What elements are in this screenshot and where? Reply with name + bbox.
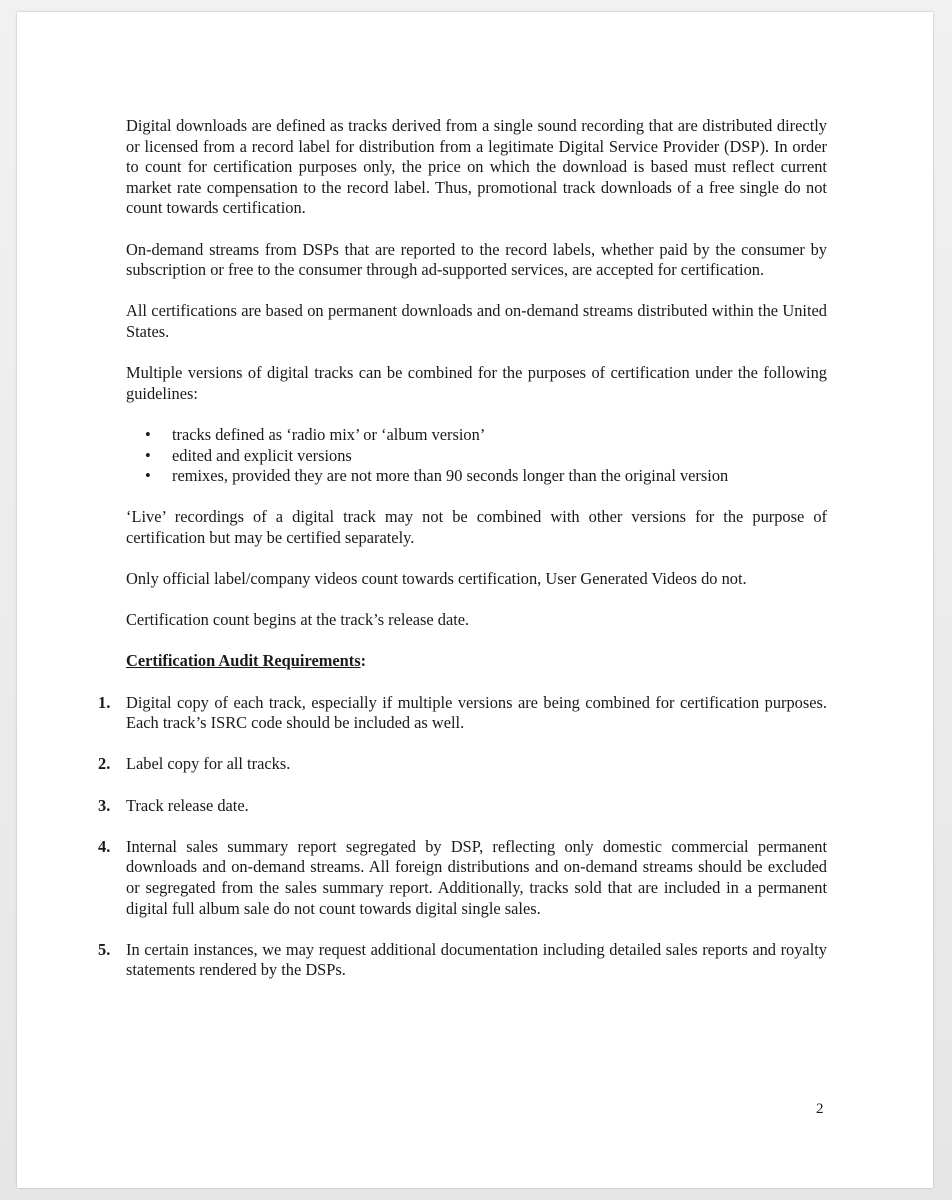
section-heading-colon: : [360, 651, 367, 671]
guideline-text: tracks defined as ‘radio mix’ or ‘album version’ [172, 424, 486, 444]
requirement-number: 3. [98, 795, 111, 815]
requirement-text: Label copy for all tracks. [126, 754, 291, 774]
requirement-text: Digital copy of each track, especially if multiple versions are being combined for certification purposes. Each track’s ISRC code should be included as well. [126, 692, 827, 733]
page-number: 2 [816, 1101, 824, 1117]
guideline-text: remixes, provided they are not more than 90 seconds longer than the original version [172, 466, 729, 486]
requirement-item [98, 754, 827, 775]
paragraph-multiple-versions: Multiple versions of digital tracks can be combined for the purposes of certification under the following guidelines: [126, 363, 827, 403]
bullet-icon: • [145, 466, 151, 486]
paragraph-official-videos: Only official label/company videos count towards certification, User Generated Videos do not. [126, 569, 747, 589]
requirement-number: 5. [98, 939, 111, 959]
requirement-number: 1. [98, 692, 111, 712]
requirements-list [98, 692, 827, 981]
guidelines-list [126, 425, 827, 487]
guideline-text: edited and explicit versions [172, 445, 352, 465]
document-body [98, 116, 827, 1002]
paragraph-digital-downloads: Digital downloads are defined as tracks derived from a single sound recording that are distributed directly or licensed from a record label for distribution from a legitimate Digital Service Provider (DSP). In order to count for certification purposes only, the price on which the download is based must reflect current market rate compensation to the record label. Thus, promotional track downloads of a free single do not count towards certification. [126, 116, 827, 218]
document-page [17, 12, 933, 1188]
paragraph-certification-count: Certification count begins at the track’s release date. [126, 610, 470, 630]
bullet-icon: • [145, 424, 151, 444]
requirement-item [98, 836, 827, 919]
bullet-icon: • [145, 445, 151, 465]
requirement-item [98, 939, 827, 981]
guideline-item [145, 466, 827, 487]
requirement-item [98, 795, 827, 817]
paragraph-united-states: All certifications are based on permanent downloads and on-demand streams distributed within the United States. [126, 301, 827, 341]
guideline-item [145, 445, 827, 467]
requirement-number: 2. [98, 754, 111, 774]
section-heading [126, 651, 827, 672]
requirement-text: Internal sales summary report segregated by DSP, reflecting only domestic commercial permanent downloads and on-demand streams. All foreign distributions and on-demand streams should be excluded or segregated from the sales summary report. Additionally, tracks sold that are included in a permanent digital full album sale do not count towards digital single sales. [126, 836, 827, 918]
paragraph-live-recordings: ‘Live’ recordings of a digital track may not be combined with other versions for the purpose of certification but may be certified separately. [126, 507, 827, 547]
section-heading-text: Certification Audit Requirements [126, 651, 361, 671]
requirement-item [98, 692, 827, 734]
requirement-number: 4. [98, 836, 111, 856]
requirement-text: In certain instances, we may request additional documentation including detailed sales reports and royalty statements rendered by the DSPs. [126, 939, 827, 980]
guideline-item [145, 424, 827, 446]
paragraph-on-demand-streams: On-demand streams from DSPs that are reported to the record labels, whether paid by the consumer by subscription or free to the consumer through ad-supported services, are accepted for certification. [126, 239, 827, 280]
requirement-text: Track release date. [126, 795, 249, 815]
